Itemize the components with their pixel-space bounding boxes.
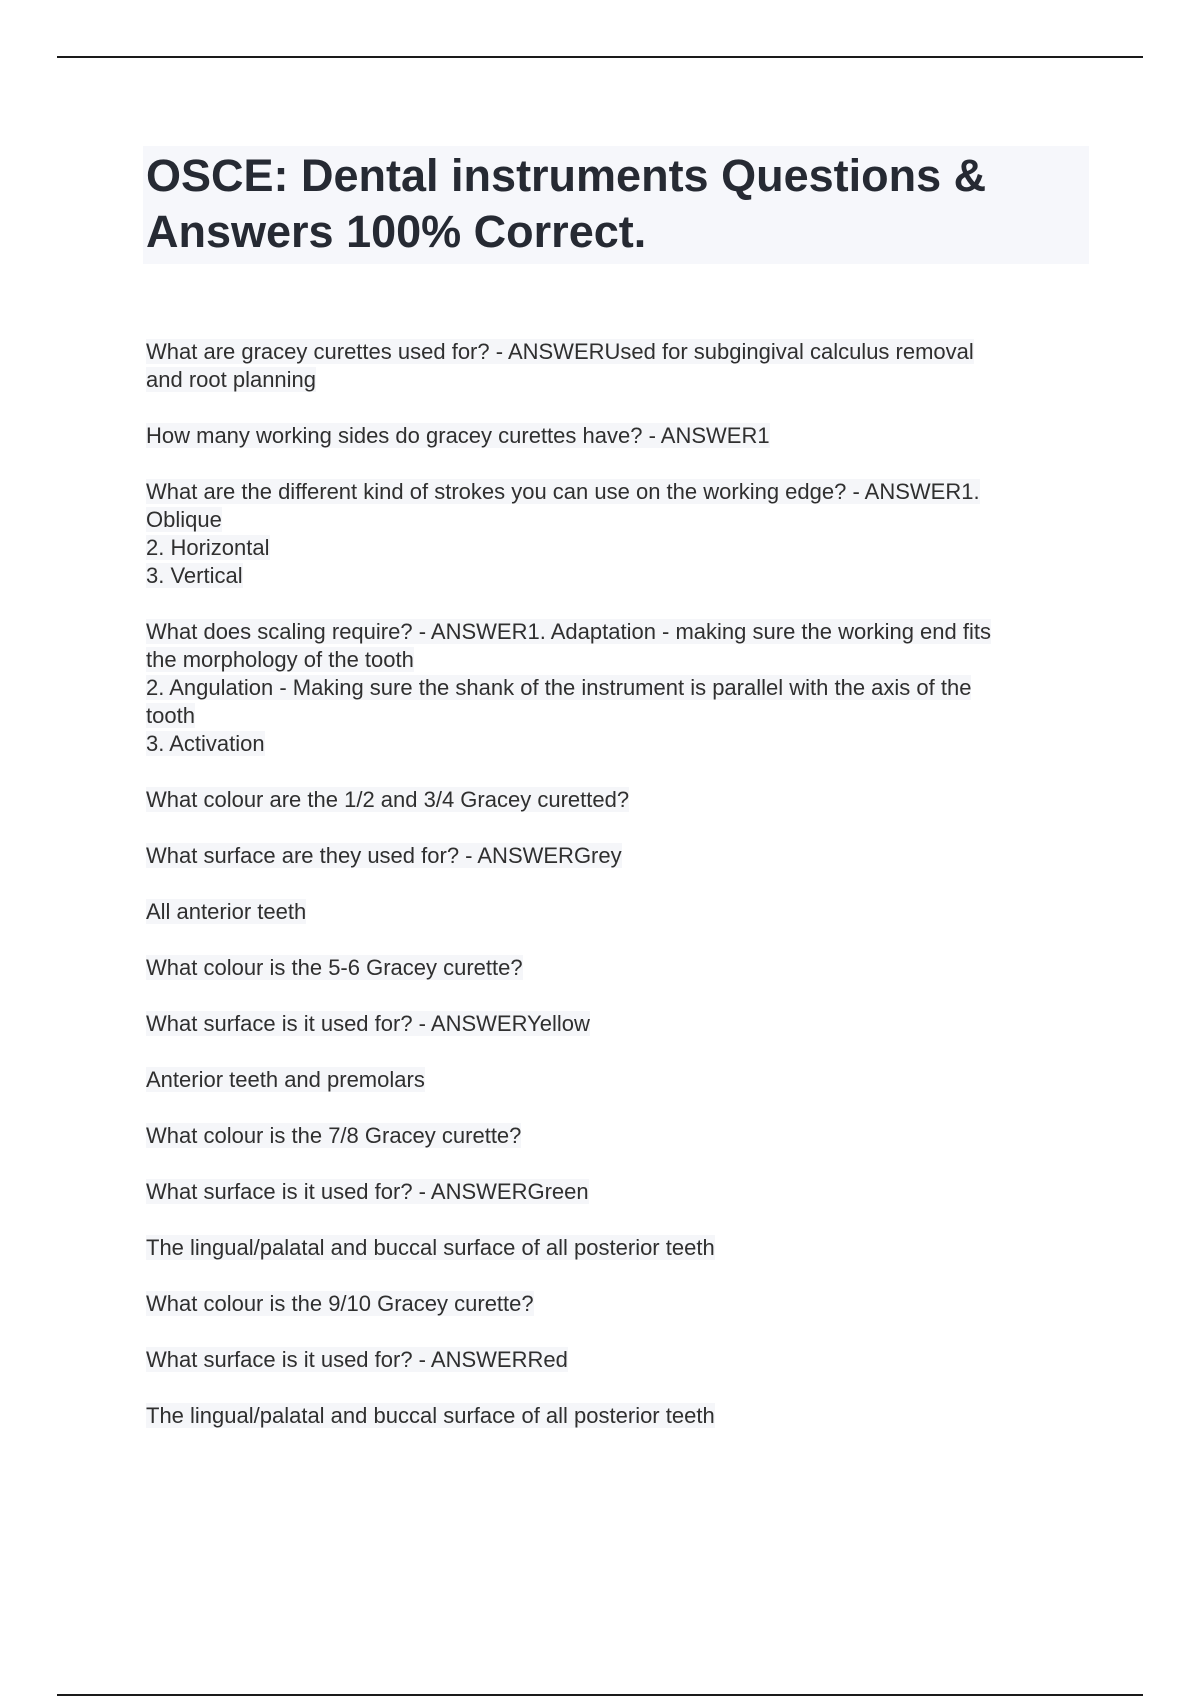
title-line: Answers 100% Correct. <box>146 206 647 257</box>
bottom-rule <box>57 1694 1143 1696</box>
qa-paragraph <box>146 1402 1086 1430</box>
qa-paragraph <box>146 1066 1086 1094</box>
qa-line-text: What are gracey curettes used for? - ANSWERUsed for subgingival calculus removal <box>146 339 974 364</box>
qa-paragraph <box>146 786 1086 814</box>
qa-line <box>146 1178 1086 1206</box>
qa-line-text: What colour is the 5-6 Gracey curette? <box>146 955 523 980</box>
qa-paragraph <box>146 1234 1086 1262</box>
qa-line-text: 3. Activation <box>146 731 265 756</box>
qa-paragraph <box>146 618 1086 758</box>
qa-line <box>146 730 1086 758</box>
qa-list <box>146 338 1086 1458</box>
title-block <box>143 146 1089 264</box>
qa-paragraph <box>146 842 1086 870</box>
qa-line <box>146 1066 1086 1094</box>
qa-paragraph <box>146 1290 1086 1318</box>
qa-line <box>146 366 1086 394</box>
qa-line-text: 2. Angulation - Making sure the shank of the instrument is parallel with the axis of the <box>146 675 972 700</box>
qa-line <box>146 618 1086 646</box>
qa-line-text: What surface are they used for? - ANSWERGrey <box>146 843 622 868</box>
qa-paragraph <box>146 954 1086 982</box>
qa-line <box>146 506 1086 534</box>
qa-line-text: tooth <box>146 703 195 728</box>
qa-line <box>146 1402 1086 1430</box>
qa-line-text: 2. Horizontal <box>146 535 270 560</box>
qa-line <box>146 1122 1086 1150</box>
title-line: OSCE: Dental instruments Questions & <box>146 150 987 201</box>
qa-line <box>146 954 1086 982</box>
qa-line-text: What does scaling require? - ANSWER1. Adaptation - making sure the working end fits <box>146 619 991 644</box>
qa-line-text: Oblique <box>146 507 222 532</box>
qa-line <box>146 1010 1086 1038</box>
qa-line <box>146 842 1086 870</box>
qa-paragraph <box>146 898 1086 926</box>
qa-line-text: 3. Vertical <box>146 563 243 588</box>
qa-line-text: What surface is it used for? - ANSWERYellow <box>146 1011 590 1036</box>
qa-line-text: What colour is the 7/8 Gracey curette? <box>146 1123 522 1148</box>
qa-line-text: What are the different kind of strokes you can use on the working edge? - ANSWER1. <box>146 479 980 504</box>
qa-line-text: What colour are the 1/2 and 3/4 Gracey curetted? <box>146 787 630 812</box>
qa-line <box>146 1234 1086 1262</box>
qa-line <box>146 534 1086 562</box>
qa-paragraph <box>146 1178 1086 1206</box>
qa-paragraph <box>146 1122 1086 1150</box>
qa-line <box>146 646 1086 674</box>
qa-line-text: What surface is it used for? - ANSWERRed <box>146 1347 568 1372</box>
qa-line <box>146 1290 1086 1318</box>
qa-paragraph <box>146 422 1086 450</box>
qa-line-text: The lingual/palatal and buccal surface of all posterior teeth <box>146 1235 715 1260</box>
qa-line-text: the morphology of the tooth <box>146 647 414 672</box>
qa-line <box>146 674 1086 702</box>
qa-line <box>146 422 1086 450</box>
qa-line-text: Anterior teeth and premolars <box>146 1067 425 1092</box>
qa-paragraph <box>146 1346 1086 1374</box>
qa-line <box>146 478 1086 506</box>
qa-line <box>146 702 1086 730</box>
qa-paragraph <box>146 478 1086 590</box>
qa-line-text: and root planning <box>146 367 317 392</box>
qa-line <box>146 898 1086 926</box>
qa-line-text: What surface is it used for? - ANSWERGreen <box>146 1179 589 1204</box>
qa-line <box>146 786 1086 814</box>
qa-line-text: All anterior teeth <box>146 899 307 924</box>
qa-line-text: What colour is the 9/10 Gracey curette? <box>146 1291 534 1316</box>
qa-paragraph <box>146 338 1086 394</box>
qa-paragraph <box>146 1010 1086 1038</box>
qa-line <box>146 1346 1086 1374</box>
qa-line-text: The lingual/palatal and buccal surface of all posterior teeth <box>146 1403 715 1428</box>
qa-line <box>146 338 1086 366</box>
top-rule <box>57 56 1143 58</box>
qa-line-text: How many working sides do gracey curettes have? - ANSWER1 <box>146 423 770 448</box>
document-title <box>146 148 1089 260</box>
qa-line <box>146 562 1086 590</box>
